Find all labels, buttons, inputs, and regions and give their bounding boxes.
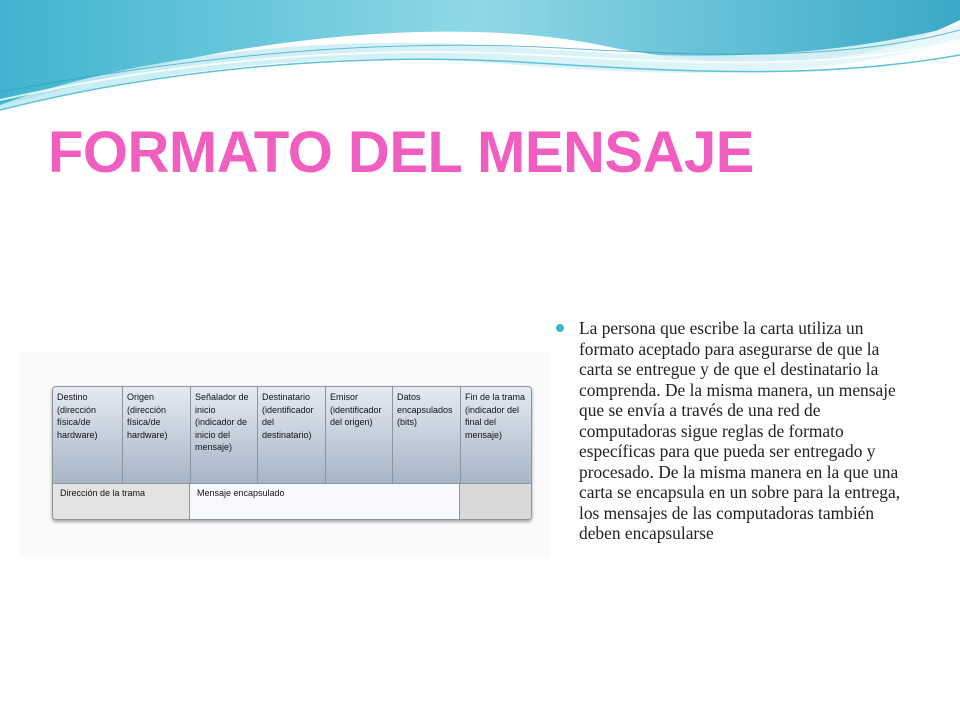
- frame-fields-row: [53, 387, 531, 483]
- header-wave-decoration: [0, 0, 960, 115]
- frame-address-label: Dirección de la trama: [53, 484, 190, 519]
- slide-title: FORMATO DEL MENSAJE: [48, 120, 754, 185]
- field-source: Origen (dirección física/de hardware): [123, 387, 191, 483]
- field-start-flag: Señalador de inicio (indicador de inicio del mensaje): [191, 387, 258, 483]
- bullet-item: [556, 318, 906, 544]
- field-sender: Emisor (identificador del origen): [326, 387, 393, 483]
- field-encapsulated-data: Datos encapsulados (bits): [393, 387, 461, 483]
- field-end-of-frame: Fin de la trama (indicador del final del mensaje): [461, 387, 531, 483]
- frame-bottom-empty-cell: [460, 484, 531, 519]
- bullet-text: La persona que escribe la carta utiliza un formato aceptado para asegurarse de que la carta se entregue y de que el destinatario la comprenda. De la misma manera, un mensaje que se envía a través de una red de computadoras sigue reglas de formato específicas para que pueda ser entregado y procesado. De la misma manera en la que una carta se encapsula en un sobre para la entrega, los mensajes de las computadoras también deben encapsularse: [579, 318, 901, 543]
- bullet-list: [556, 318, 906, 544]
- bullet-dot-icon: [556, 324, 564, 332]
- field-recipient: Destinatario (identificador del destinatario): [258, 387, 326, 483]
- frame-bottom-row: [53, 483, 531, 519]
- encapsulated-message-label: Mensaje encapsulado: [190, 484, 460, 519]
- field-destination: Destino (dirección física/de hardware): [53, 387, 123, 483]
- frame-diagram: [52, 386, 532, 520]
